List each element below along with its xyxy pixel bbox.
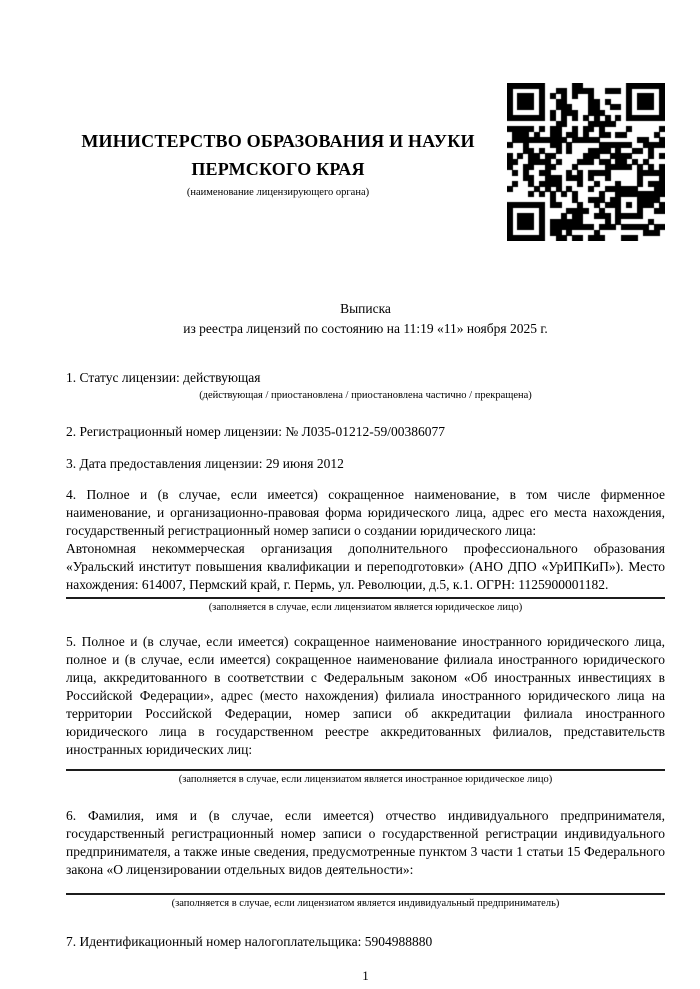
item-individual-entrepreneur: [66, 807, 665, 911]
individual-entrepreneur-caption: (заполняется в случае, если лицензиатом является индивидуальный предприниматель): [171, 898, 560, 909]
item-foreign-entity: [66, 633, 665, 787]
ministry-name-line2: ПЕРМСКОГО КРАЯ: [191, 159, 365, 179]
fill-in-rule-individual-entrepreneur: [66, 893, 665, 895]
legal-entity-caption: (заполняется в случае, если лицензиатом является юридическое лицо): [208, 602, 523, 613]
legal-entity-label: 4. Полное и (в случае, если имеется) сокращенное наименование, в том числе фирменное наименование, и организационно-правовая форма юридического лица, адрес его места нахождения, государственный регистрационный номер записи о создании юридического лица:: [66, 487, 665, 538]
individual-entrepreneur-label: 6. Фамилия, имя и (в случае, если имеется) отчество индивидуального предпринимателя, государственный регистрационный номер записи о государственной регистрации индивидуального предпринимателя, а также иные сведения, предусмотренные пунктом 3 части 1 статьи 15 Федерального закона «О лицензировании отдельных видов деятельности»:: [66, 808, 665, 877]
page-footer: [66, 967, 665, 985]
document-header: [66, 83, 665, 241]
qr-code-icon: [507, 83, 665, 241]
document-title-line1: Выписка: [340, 301, 391, 316]
item-taxpayer-number: [66, 933, 665, 951]
license-status-caption: (действующая / приостановлена / приостановлена частично / прекращена): [199, 390, 532, 401]
fill-in-rule-foreign-entity: [66, 769, 665, 771]
licensing-authority-block: [66, 127, 490, 199]
document-title: [66, 299, 665, 339]
fill-in-rule-legal-entity: [66, 597, 665, 599]
registration-number-text: 2. Регистрационный номер лицензии: № Л035-01212-59/00386077: [66, 424, 446, 439]
ministry-name-line1: МИНИСТЕРСТВО ОБРАЗОВАНИЯ И НАУКИ: [81, 131, 475, 151]
ministry-name: [66, 127, 490, 183]
item-license-date: [66, 455, 665, 473]
item-registration-number: [66, 423, 665, 441]
item-license-status: [66, 369, 665, 403]
item-legal-entity: [66, 486, 665, 615]
legal-entity-value: Автономная некоммерческая организация дополнительного профессионального образования «Уральский институт повышения квалификации и переподготовки» (АНО ДПО «УрИПКиП»). Место нахождения: 614007, Пермский край, г. Пермь, ул. Революции, д.5, к.1. ОГРН: 1125900001182.: [66, 541, 665, 592]
taxpayer-number-text: 7. Идентификационный номер налогоплательщика: 5904988880: [66, 934, 433, 949]
foreign-entity-label: 5. Полное и (в случае, если имеется) сокращенное наименование иностранного юридического лица, полное и (в случае, если имеется) сокращенное наименование филиала иностранного юридического лица, аккредитованного в соответствии с Федеральным законом «Об иностранных инвестициях в Российской Федерации», адрес (место нахождения) филиала иностранного юридического лица на территории Российской Федерации, номер записи об аккредитации филиала иностранного юридического лица в государственном реестре аккредитованных филиалов, представительств иностранных юридических лиц:: [66, 634, 665, 757]
license-status-text: 1. Статус лицензии: действующая: [66, 370, 261, 385]
foreign-entity-caption: (заполняется в случае, если лицензиатом является иностранное юридическое лицо): [178, 774, 553, 785]
extract-body: [66, 369, 665, 951]
document-title-line2: из реестра лицензий по состоянию на 11:19 «11» ноября 2025 г.: [183, 321, 548, 336]
ministry-caption: (наименование лицензирующего органа): [186, 187, 370, 198]
license-date-text: 3. Дата предоставления лицензии: 29 июня 2012: [66, 456, 344, 471]
page-number: 1: [362, 968, 369, 983]
